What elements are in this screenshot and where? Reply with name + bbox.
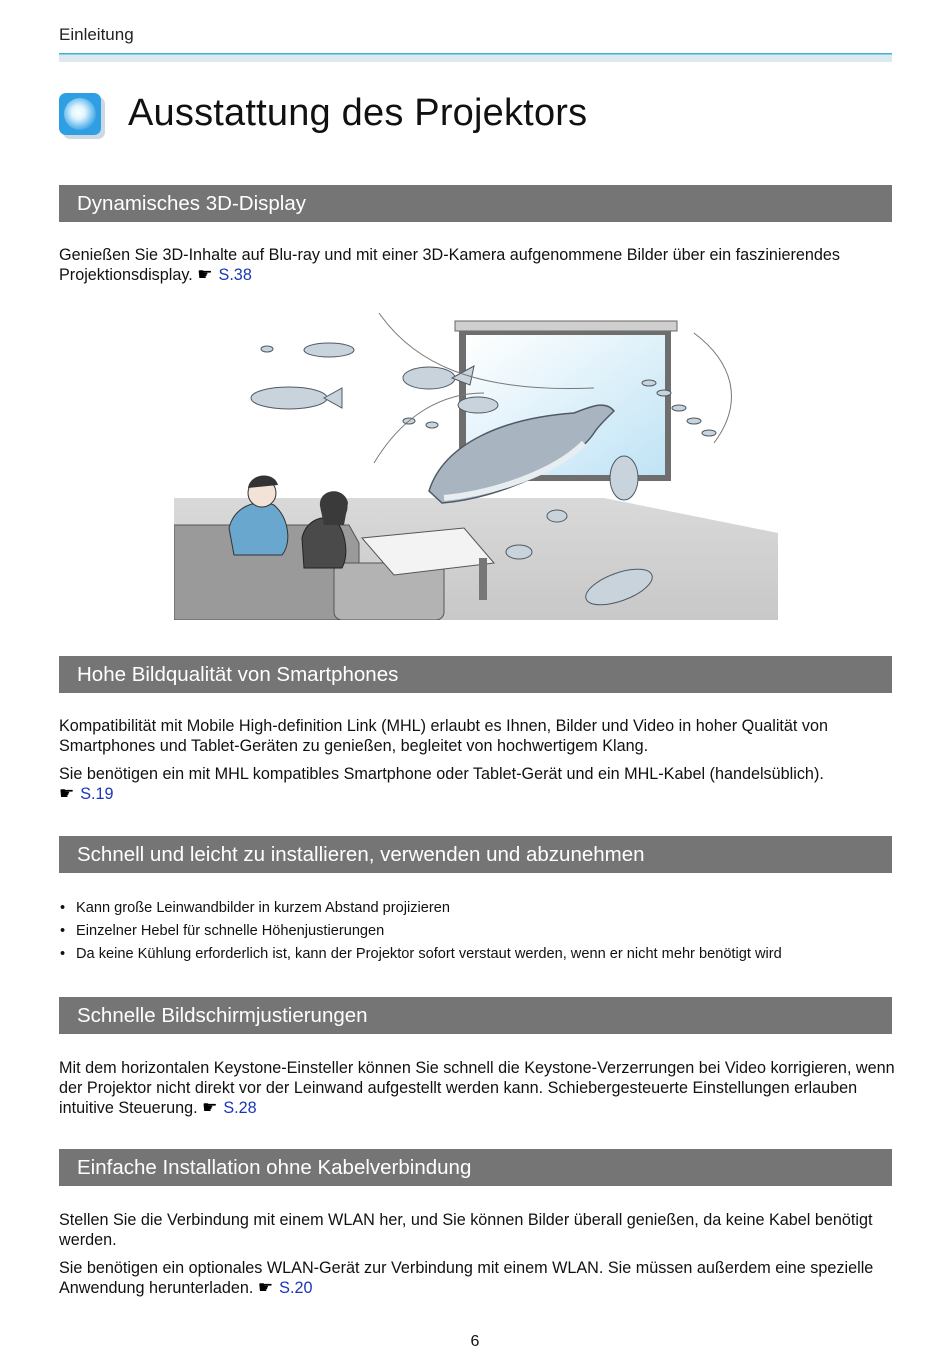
section-heading-3d-display: Dynamisches 3D-Display [59, 185, 892, 222]
section-paragraph: Kompatibilität mit Mobile High-definition Link (MHL) erlaubt es Ihnen, Bilder und Video in hoher Qualität von Smartphones und Tablet-Geräten zu genießen, begleitet von hochwertigem Klang. [59, 717, 829, 755]
page-reference-link[interactable]: S.38 [218, 266, 252, 284]
3d-projection-illustration [174, 293, 778, 620]
section-heading-smartphone-quality: Hohe Bildqualität von Smartphones [59, 656, 892, 693]
pointing-hand-icon: ☛ [59, 784, 75, 803]
pointing-hand-icon: ☛ [202, 1098, 218, 1117]
header-rule [59, 53, 892, 62]
page-reference-link[interactable]: S.28 [223, 1099, 257, 1117]
page-reference-link[interactable]: S.19 [80, 785, 114, 803]
section-heading-installation: Schnell und leicht zu installieren, verwenden und abzunehmen [59, 836, 892, 873]
section-paragraph: Sie benötigen ein mit MHL kompatibles Smartphone oder Tablet-Gerät und ein MHL-Kabel (handelsüblich). ☛ S.19 [59, 765, 824, 803]
section-paragraph: Stellen Sie die Verbindung mit einem WLAN her, und Sie können Bilder überall genießen, da keine Kabel benötigt werden. [59, 1211, 873, 1249]
feature-list [59, 897, 899, 966]
breadcrumb: Einleitung [59, 25, 134, 44]
page-number: 6 [470, 1333, 480, 1350]
page-title: Ausstattung des Projektors [128, 92, 588, 134]
section-bubble-icon [59, 93, 105, 139]
section-heading-wireless: Einfache Installation ohne Kabelverbindung [59, 1149, 892, 1186]
page-reference-link[interactable]: S.20 [279, 1279, 313, 1297]
list-item: • Kann große Leinwandbilder in kurzem Abstand projizieren [59, 897, 899, 920]
pointing-hand-icon: ☛ [197, 265, 213, 284]
section-paragraph: Genießen Sie 3D-Inhalte auf Blu-ray und mit einer 3D-Kamera aufgenommene Bilder über ein faszinierendes Projektionsdisplay. ☛ S.38 [59, 246, 841, 284]
section-paragraph: Sie benötigen ein optionales WLAN-Gerät zur Verbindung mit einem WLAN. Sie müssen außerdem eine spezielle Anwendung herunterladen. ☛ S.20 [59, 1259, 874, 1297]
list-item: • Einzelner Hebel für schnelle Höhenjustierungen [59, 920, 899, 943]
section-paragraph: Mit dem horizontalen Keystone-Einsteller können Sie schnell die Keystone-Verzerrungen bei Video korrigieren, wenn der Projektor nicht direkt vor der Leinwand aufgestellt werden kann. Schiebergesteuerte Einstellungen erlauben intuitive Steuerung. ☛ S.28 [59, 1059, 895, 1117]
section-heading-screen-adjustments: Schnelle Bildschirmjustierungen [59, 997, 892, 1034]
list-item: • Da keine Kühlung erforderlich ist, kann der Projektor sofort verstaut werden, wenn er nicht mehr benötigt wird [59, 943, 899, 966]
pointing-hand-icon: ☛ [257, 1278, 274, 1297]
